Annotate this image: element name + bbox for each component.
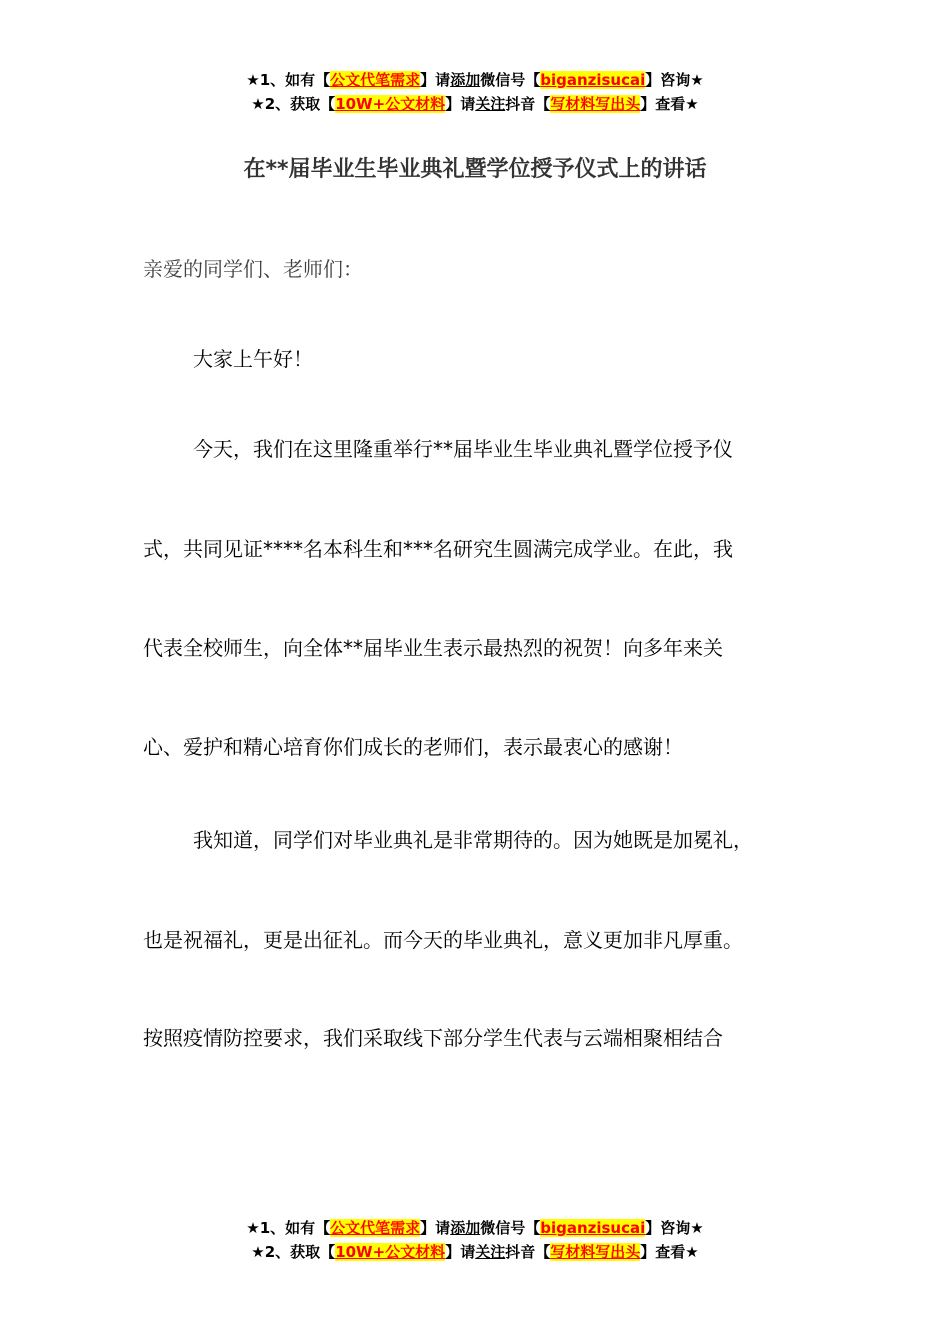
salutation: 亲爱的同学们、老师们：: [143, 257, 363, 281]
highlight-text: 公文代笔需求: [330, 1219, 421, 1237]
body-line: 代表全校师生，向全体**届毕业生表示最热烈的祝贺！向多年来关: [143, 636, 723, 660]
body-line: 按照疫情防控要求，我们采取线下部分学生代表与云端相聚相结合: [143, 1026, 723, 1050]
document-title: 在**届毕业生毕业典礼暨学位授予仪式上的讲话: [243, 157, 707, 182]
wechat-id: biganzisucai: [540, 71, 646, 89]
body-line: 式，共同见证****名本科生和***名研究生圆满完成学业。在此，我: [143, 537, 733, 561]
banner-line-1: ★1、如有【公文代笔需求】请添加微信号【biganzisucai】咨询★: [246, 71, 704, 89]
body-line: 今天，我们在这里隆重举行**届毕业生毕业典礼暨学位授予仪: [193, 437, 733, 461]
body-line: 心、爱护和精心培育你们成长的老师们，表示最衷心的感谢！: [143, 735, 683, 759]
highlight-text: 10W+公文材料: [335, 95, 446, 113]
highlight-text: 公文代笔需求: [330, 71, 421, 89]
banner-line-2: ★2、获取【10W+公文材料】请关注抖音【写材料写出头】查看★: [251, 1243, 699, 1261]
douyin-account: 写材料写出头: [550, 1243, 641, 1261]
body-line: 大家上午好！: [193, 347, 313, 371]
header-banner: [0, 68, 950, 116]
douyin-account: 写材料写出头: [550, 95, 641, 113]
banner-line-2: ★2、获取【10W+公文材料】请关注抖音【写材料写出头】查看★: [251, 95, 699, 113]
body-line: 也是祝福礼，更是出征礼。而今天的毕业典礼，意义更加非凡厚重。: [143, 928, 743, 952]
banner-line-1: ★1、如有【公文代笔需求】请添加微信号【biganzisucai】咨询★: [246, 1219, 704, 1237]
highlight-text: 10W+公文材料: [335, 1243, 446, 1261]
footer-banner: [0, 1216, 950, 1264]
body-line: 我知道，同学们对毕业典礼是非常期待的。因为她既是加冕礼，: [193, 828, 753, 852]
wechat-id: biganzisucai: [540, 1219, 646, 1237]
